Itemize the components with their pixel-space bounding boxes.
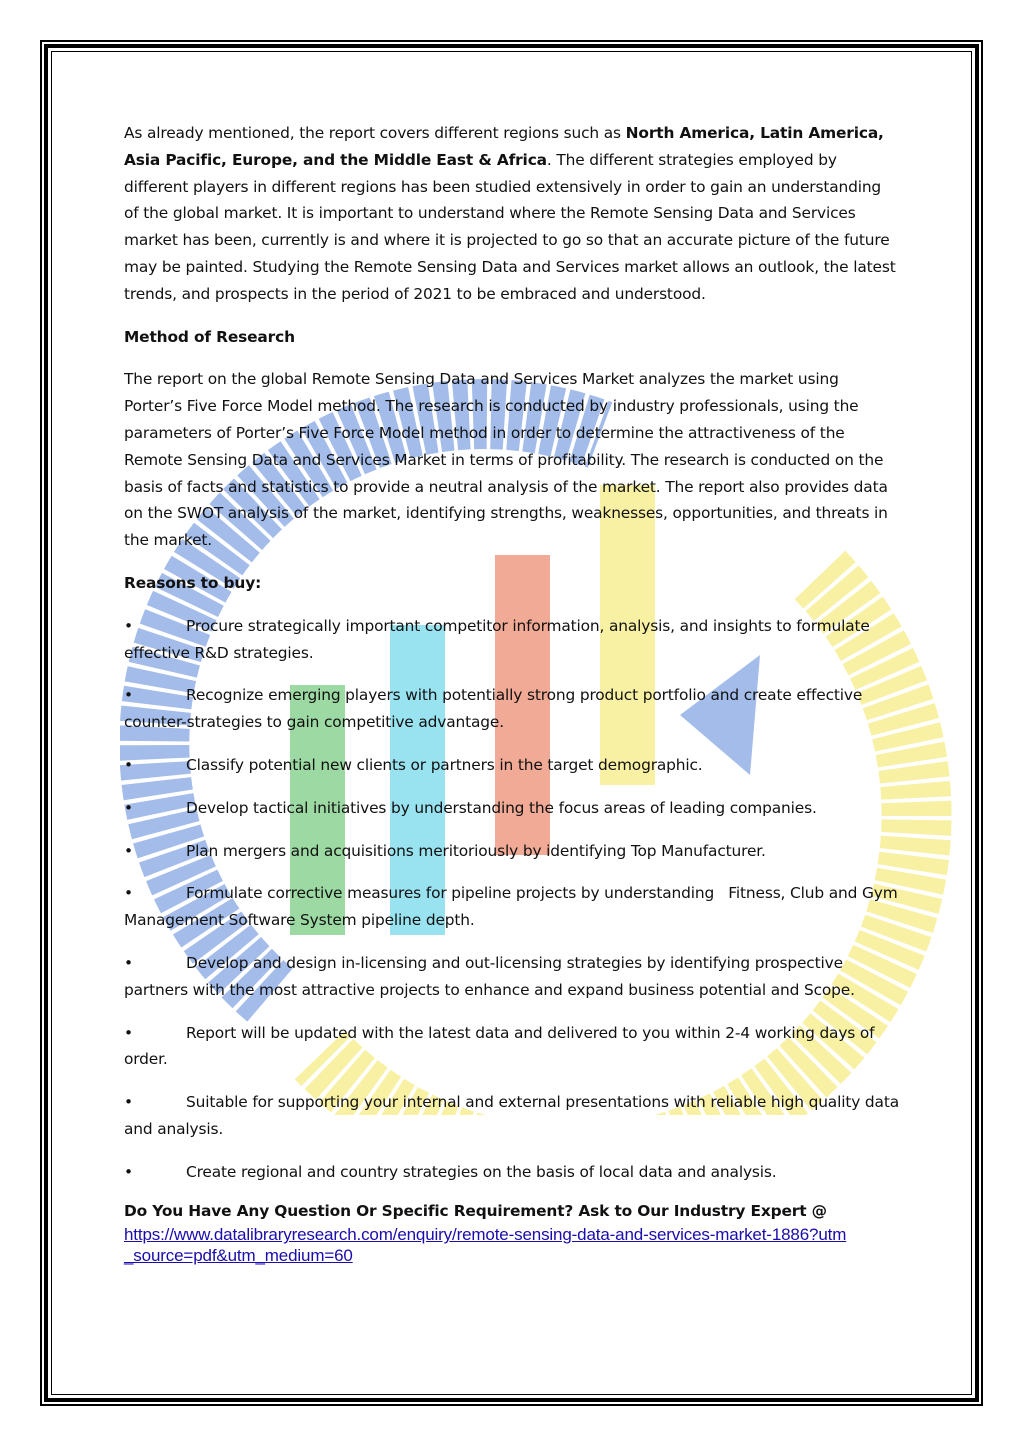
reasons-list [124,613,903,1186]
list-item-text: Develop tactical initiatives by understanding the focus areas of leading companies. [186,798,817,817]
list-item [124,1159,900,1186]
list-item [124,682,900,736]
list-item-text: Recognize emerging players with potentially strong product portfolio and create effective counter-strategies to gain competitive advantage. [124,686,863,732]
list-item-text: Report will be updated with the latest data and delivered to you within 2-4 working days of order. [124,1023,875,1069]
list-item [124,880,903,934]
bullet-icon: • [124,1023,133,1042]
document-body [124,120,903,1266]
bullet-icon: • [124,884,133,903]
list-item-text: Formulate corrective measures for pipeline projects by understanding Fitness, Club and Gym Management Software System pipeline depth. [124,884,903,930]
list-item [124,1020,900,1074]
bullet-icon: • [124,798,133,817]
list-item-text: Suitable for supporting your internal and external presentations with reliable high quality data and analysis. [124,1093,899,1138]
reasons-heading: Reasons to buy: [124,573,262,592]
list-item [124,613,900,667]
intro-text-before: As already mentioned, the report covers different regions such as [124,124,626,142]
bullet-icon: • [124,953,133,972]
cta-text: Do You Have Any Question Or Specific Requirement? Ask to Our Industry Expert @ [124,1201,827,1220]
intro-paragraph [124,120,900,308]
method-paragraph: The report on the global Remote Sensing Data and Services Market analyzes the market using Porter’s Five Force Model method. The research is conducted by industry professionals, using the parameters of Porter’s Five Force Model method in order to determine the attractiveness of the Remote Sensing Data and Services Market in terms of profitability. The research is conducted on the basis of facts and statistics to provide a neutral analysis of the market. The report also provides data on the SWOT analysis of the market, identifying strengths, weaknesses, opportunities, and threats in the market. [124,370,888,550]
list-item [124,1089,900,1143]
bullet-icon: • [124,841,133,860]
method-heading: Method of Research [124,327,295,346]
list-item-text: Plan mergers and acquisitions meritoriously by identifying Top Manufacturer. [186,841,766,860]
list-item [124,950,900,1004]
list-item [124,752,900,779]
list-item [124,838,900,865]
intro-regions: North America, Latin America, Asia Pacific, Europe, and the Middle East & Africa [124,124,884,169]
bullet-icon: • [124,1093,133,1112]
list-item-text: Classify potential new clients or partners in the target demographic. [186,755,703,774]
enquiry-link[interactable]: https://www.datalibraryresearch.com/enquiry/remote-sensing-data-and-services-market-1886?utm_source=pdf&utm_medium=60 [124,1225,847,1266]
bullet-icon: • [124,686,133,705]
bullet-icon: • [124,1162,133,1181]
list-item [124,795,900,822]
list-item-text: Create regional and country strategies on the basis of local data and analysis. [186,1162,777,1181]
bullet-icon: • [124,755,133,774]
intro-text-after: . The different strategies employed by different players in different regions has been studied extensively in order to gain an understanding of the global market. It is important to understand where the Remote Sensing Data and Services market has been, currently is and where it is projected to go so that an accurate picture of the future may be painted. Studying the Remote Sensing Data and Services market allows an outlook, the latest trends, and prospects in the period of 2021 to be embraced and understood. [124,150,896,303]
bullet-icon: • [124,616,133,635]
list-item-text: Procure strategically important competitor information, analysis, and insights to formulate effective R&D strategies. [124,616,870,662]
list-item-text: Develop and design in-licensing and out-licensing strategies by identifying prospective partners with the most attractive projects to enhance and expand business potential and Scope. [124,953,855,999]
